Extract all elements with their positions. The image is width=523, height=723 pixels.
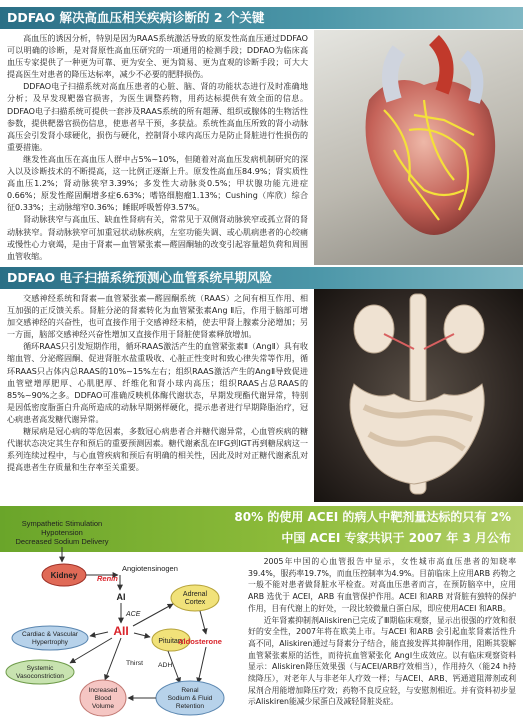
thirst-label: Thirst — [126, 660, 143, 667]
kidney-illustration — [314, 289, 523, 502]
paragraph: 循环RAAS只引发短期作用，循环RAAS激活产生的血管紧张素Ⅱ（AngⅡ）具有收缩血管、分泌醛固酮、促进肾脏水盐重吸收、心脏正性变时和致心律失常等作用，循环RAAS只占体内总RAAS的10%~15%左右；组织RAAS激活产生的AngⅡ导致促进血管壁增厚肥厚、心肌肥厚、纤维化和肾小球内高压；组织RAAS占总RAAS的85%~90%之多。DDFAO可准确反映机体酶代谢状态，早期发现酯代谢异常，特别是因低密度脂蛋白升高所造成的动脉早期粥样硬化，提示患者进行早期降脂治疗，冠心病患者高发糖代谢异常。 — [7, 342, 308, 424]
renal-retention-label: Renal Sodium & Fluid Retention — [167, 687, 213, 710]
section-3-text — [248, 556, 516, 708]
section-1-title-bar — [0, 7, 523, 29]
renin-label: Renin — [97, 574, 118, 583]
pituitary-label: Pituitary — [158, 638, 184, 645]
systemic-label: Systemic Vasoconstriction — [16, 665, 64, 680]
paragraph: 糖尿病是冠心病的等危因素，多数冠心病患者合并糖代谢异常，心血管疾病的糖代谢状态决定其生存和预后的重要预测因素。糖代谢紊乱在IFG到IGT再到糖尿病这一系列连续过程中，与心血管疾病和预后有明确的相关性，因此及时对正糖代谢紊乱对提高患者生存质量和生存率至关重要。 — [7, 427, 308, 473]
kidney-drawing — [314, 289, 523, 502]
heart-drawing — [314, 30, 523, 265]
section-2-text — [7, 293, 308, 474]
paragraph: 2005年中国的心血管报告中显示，女性城市高血压患者的知晓率39.4%，服药率19.7%，而血压控制率为4.9%。目前临床上应用ARB 药物之一般不能对患者做肾脏水平检查。对高血压患者而言，在预防脑卒中，应用ARB 选优于 ACEI，ARB 有血管保护作用。ACEI 和ARB 对肾脏有独特的保护作用，目有代谢上的好处，一段比较微量白蛋白尿，即应使用ACEI 和ARB。 — [248, 557, 516, 613]
raas-diagram — [0, 520, 244, 719]
systemic-vasoconstriction-node — [6, 660, 74, 684]
section-1-title: DDFAO 解决高血压相关疾病诊断的 2 个关键 — [7, 10, 265, 25]
heart-illustration — [314, 30, 523, 265]
kidney-label: Kidney — [50, 571, 78, 580]
cardiac-hypertrophy-node — [12, 626, 88, 650]
ai-label: AI — [116, 592, 126, 602]
section-3-headline: 80% 的使用 ACEI 的病人中靶剂量达标的只有 2% — [234, 510, 511, 524]
paragraph: 近年肾素抑制剂Aliskiren已完成了Ⅲ期临床观察，显示出很强的疗效和很好的安全性，2007年将在欧美上市。与ACEI 和ARB 会引起血浆肾素活性升高不同，Aliskiren通过与肾素分子结合，能直接发挥其抑制作用，阻断其裂解血管紧张素原的活性，而待抗血管紧张化 AngⅠ生成效应。以有临床观察资料显示：Aliskiren降压效果强（与ACEI/ARB疗效相当），作用持久（能24 h持续降压），对老年人与非老年人疗效一样；与ACEI、ARB、钙通道阻滞剂或利尿剂合用能增加降压疗效；药物不良反应轻，与安慰剂相近。并有资料初步显示Aliskiren能减少尿蛋白及减轻肾脏炎症。 — [248, 615, 516, 707]
paragraph: DDFAO电子扫描系统对高血压患者的心脏、脑、肾的功能状态进行及时准确地分析；及早发现靶器官损害，为医生调整药物，用药达标提供有效全面的信息。DDFAO电子扫描系统可提供一套涉及RAAS系统的所有超薄、组织或腺体的生物活性参数，提供靶器官损伤信息，使患者早干预，多获益。系统性高血压所致的肾小动脉高压会引发肾小球硬化，损伤与硬化，控制肾小球内高压力是防止肾脏进行性损伤的重要措施。 — [7, 82, 308, 152]
aii-label: AII — [113, 624, 129, 638]
ace-label: ACE — [126, 611, 141, 618]
paragraph: 高血压的诱因分析，特别是因为RAAS系统激活导致的原发性高血压通过DDFAO可以明确的诊断，是对肾原性高血压研究的一项通用的检测手段；DDFAO为临床高血压专家提供了一种更为可靠、更为安全、更为简易、更为直观的诊断手段；可大大提高医生对患者的降压达标率，减少不必要的肥胖损伤。 — [7, 34, 308, 80]
raas-diagram-svg — [0, 520, 244, 719]
cardiac-label: Cardiac & Vascular Hypertrophy — [22, 631, 78, 646]
label-sodium-delivery: Decreased Sodium Delivery — [15, 537, 109, 546]
label-sympathetic: Sympathetic Stimulation — [21, 520, 103, 528]
paragraph: 肾动脉狭窄与高血压、缺血性肾病有关，常常见于双侧肾动脉狭窄或孤立肾的肾动脉狭窄。肾动脉狭窄可加重冠状动脉疾病，左室功能失调、或心肌病患者的心绞痛或慢性心力衰竭，是由于肾素—血管紧张素—醛固酮轴的改变引起容量超负荷和周围血管收缩。 — [7, 215, 308, 261]
adrenal-cortex-node — [171, 585, 219, 611]
section-2-title: DDFAO 电子扫描系统预测心血管系统早期风险 — [7, 270, 273, 285]
aldosterone-label: Aldosterone — [178, 637, 222, 646]
label-hypotension: Hypotension — [41, 528, 83, 537]
section-3-subheadline: 中国 ACEI 专家共识于 2007 年 3 月公布 — [281, 531, 511, 545]
paragraph: 交感神经系统和肾素—血管紧张素—醛固酮系统（RAAS）之间有相互作用、相互加强的正反馈关系。肾脏分泌的肾素转化为血管紧张素Ang Ⅱ后，作用于脑部可增加交感神经的兴奋性，也可直接作用于交感神经末梢，使去甲肾上腺素分泌增加；另一方面，脑部交感神经兴奋性增加又直接作用于肾脏使肾素释放增加。 — [7, 294, 308, 340]
angiotensinogen-label: Angiotensinogen — [122, 564, 178, 573]
paragraph: 继发性高血压在高血压人群中占5%~10%，但随着对高血压发病机制研究的深入以及诊断技术的不断提高，这一比例正逐渐上升。原发性高血压84.9%；肾实质性高血压1.2%；肾动脉狭窄3.39%；多发性大动脉炎0.5%；甲状腺功能亢进症0.66%；原发性醛固酮增多症6.63%；嗜铬细胞瘤1.13%；Cushing（库欣）综合征0.33%；主动脉缩窄0.36%；睡眠呼吸暂停3.57%。 — [7, 154, 308, 213]
increased-blood-label: Increased Blood Volume — [88, 687, 118, 710]
section-2-title-bar — [0, 267, 523, 289]
adh-label: ADH — [158, 662, 173, 669]
section-1-text — [7, 33, 308, 263]
adrenal-cortex-label: Adrenal Cortex — [182, 591, 208, 606]
